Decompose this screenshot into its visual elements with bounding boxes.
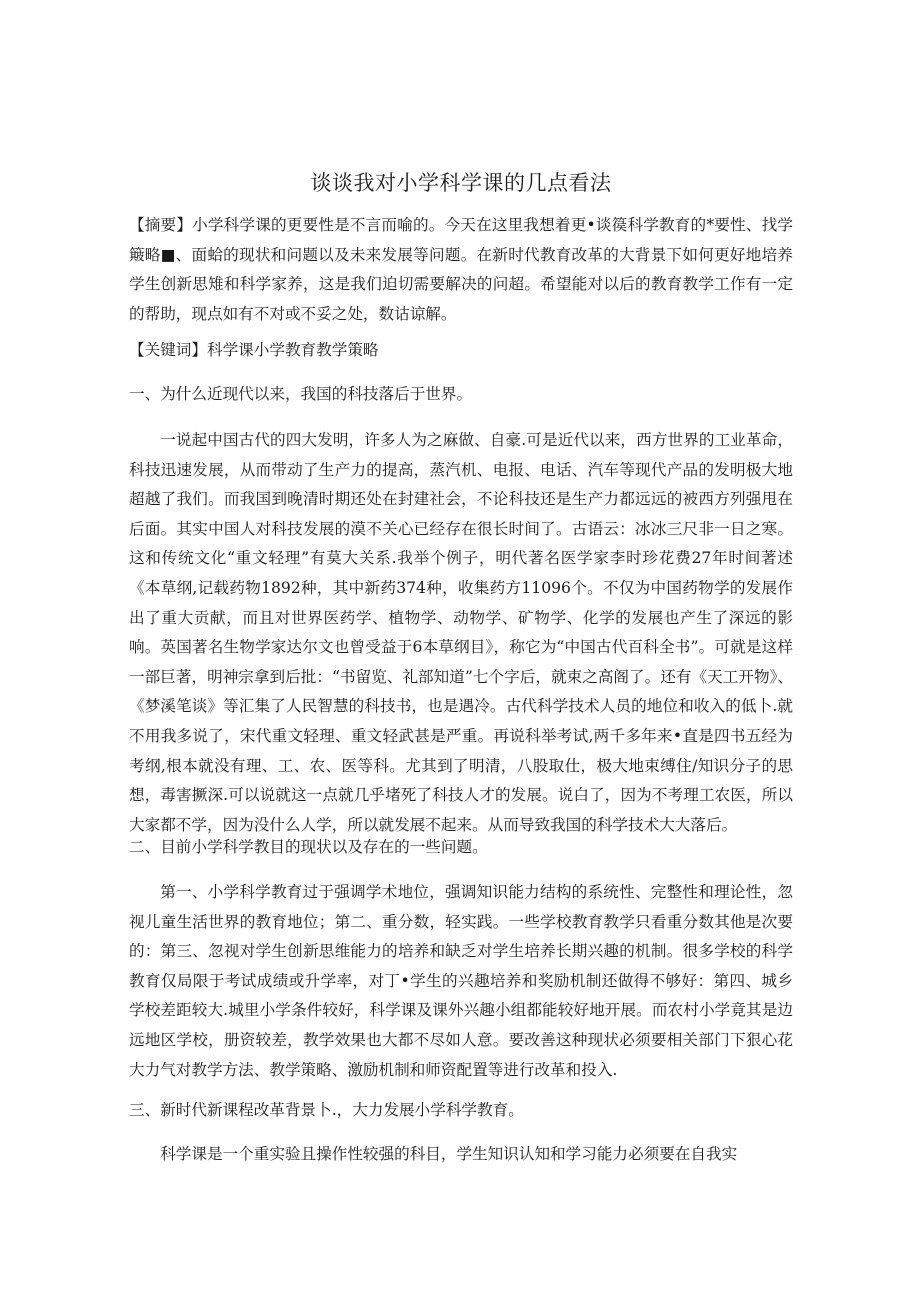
document-title: 谈谈我对小学科学课的几点看法 [310,171,612,195]
section-1-paragraph: 一说起中国古代的四大发明，许多人为之麻做、自豪.可是近代以来，西方世界的工业革命，科技迅速发展，从而带动了生产力的提高，蒸汽机、电报、电话、汽车等现代产品的发明极大地超越了我们。而我国到晚清时期还处在封建社会，不论科技还是生产力都远远的被西方列强甩在后面。其实中国人对科技发展的漠不关心已经存在很长时间了。古语云：冰冰三尺非一日之寒。这和传统文化“重文轻理”有莫大关系.我举个例子，明代著名医学家李时珍花费27年时间著述《本草纲,记载药物1892种，其中新药374种，收集药方11096个。不仅为中国药物学的发展作出了重大贡献，而且对世界医药学、植物学、动物学、矿物学、化学的发展也产生了深远的影响。英国著名生物学家达尔文也曾受益于6本草纲目》，称它为“中国古代百科全书”。可就是这样一部巨著，明神宗拿到后批：“书留览、礼部知道”七个字后，就束之高阁了。还有《天工开物》、《梦溪笔谈》等汇集了人民智慧的科技书，也是遇冷。古代科学技术人员的地位和收入的低卜.就不用我多说了，宋代重文轻理、重文轻武甚是严重。再说科举考试,两千多年来•直是四书五经为考纲,根本就没有理、工、农、医等科。尤其到了明清，八股取仕，极大地束缚住/知识分子的思想，毒害撅深.可以说就这一点就几乎堵死了科技人才的发展。说白了，因为不考理工农医，所以大家都不学，因为没什么人学，所以就发展不起来。从而导致我国的科学技术大大落后。 [129,431,793,834]
section-2-heading: 二、目前小学科学教目的现状以及存在的一些问题。 [129,838,488,856]
section-2-paragraph: 第一、小学科学教育过于强调学术地位，强调知识能力结构的系统性、完整性和理论性，忽视儿童生活世界的教育地位；第二、重分数，轻实践。一些学校教育教学只看重分数其他是次要的：第三、忽视对学生创新思维能力的培养和缺乏对学生培养长期兴趣的机制。很多学校的科学教育仅局限于考试成绩或升学率，对丁•学生的兴趣培养和奖励机制还做得不够好：第四、城乡学校差距较大.城里小学条件较好，科学课及课外兴趣小组都能较好地开展。而农村小学竟其是边远地区学校，册资较差，教学效果也大都不尽如人意。要改善这种现状必须要相关部门下狠心花大力气对教学方法、教学策略、激励机制和师资配置等进行改革和投入. [129,883,793,1079]
section-3-paragraph: 科学课是一个重实验且操作性较强的科目，学生知识认知和学习能力必须要在自我实 [160,1145,738,1163]
section-1-heading: 一、为什么近现代以来，我国的科技落后于世界。 [129,385,473,403]
abstract-paragraph: 【摘要】小学科学课的更要性是不言而喻的。今天在这里我想着更•谈篌科学教育的*要性、找学簸略■、面蛤的现状和问题以及未来发展等问题。在新时代教育改革的大背景下如何更好地培养学生创新思雉和科学家养，这是我们迫切需要解决的问超。希望能对以后的教育教学工作有一定的帮助，现点如有不对或不妥之处，数诂谅解。 [129,216,793,323]
section-3-heading: 三、新时代新课程改革背景卜.，大力发展小学科学教育。 [129,1101,524,1119]
keywords-line: 【关键词】科学课小学教育教学策略 [129,341,379,359]
